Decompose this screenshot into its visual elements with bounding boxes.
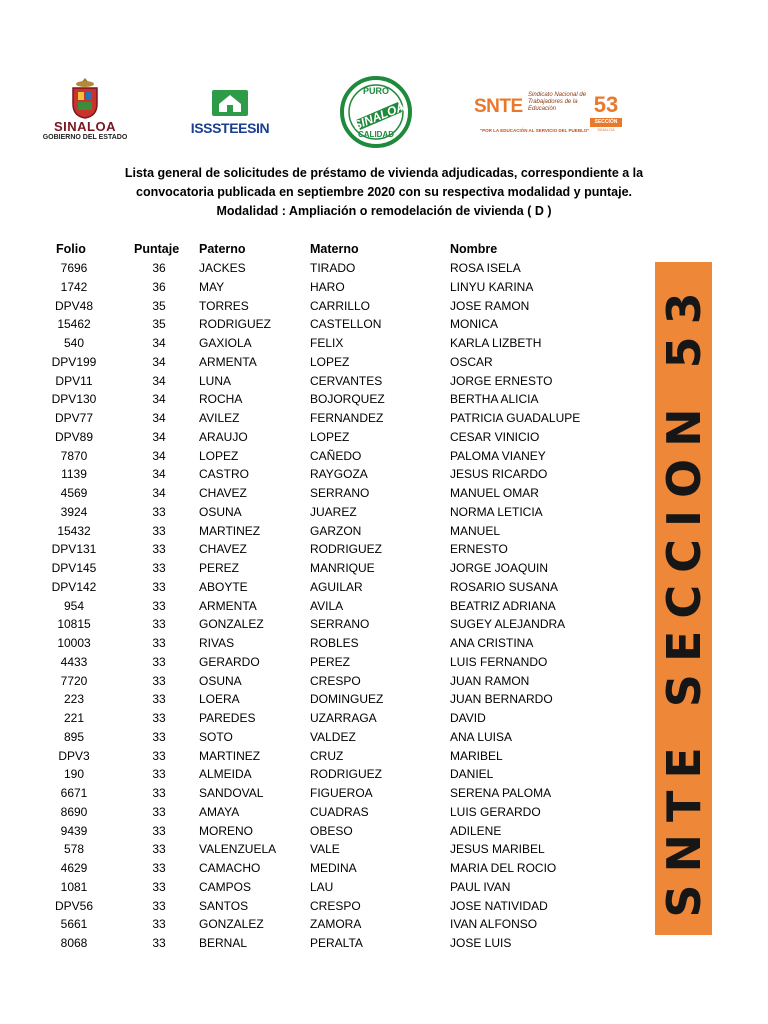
table-row <box>30 934 610 953</box>
cell-materno: LOPEZ <box>310 354 350 369</box>
sinaloa-shield-icon <box>68 76 102 120</box>
cell-materno: SERRANO <box>310 486 370 500</box>
cell-materno: GARZON <box>310 523 362 538</box>
cell-materno: VALE <box>310 842 340 857</box>
cell-puntaje: 33 <box>152 617 166 632</box>
table-row <box>30 690 610 709</box>
puro-logo-bottom: CALIDAD <box>358 130 394 139</box>
snte-section-state: SINALOA <box>597 127 615 132</box>
cell-folio: 5661 <box>60 917 88 932</box>
cell-paterno: GONZALEZ <box>199 917 264 932</box>
cell-folio: 1081 <box>60 879 88 894</box>
cell-folio: 9439 <box>60 823 88 838</box>
cell-folio: 4433 <box>60 654 88 669</box>
cell-puntaje: 33 <box>152 917 166 932</box>
cell-puntaje: 34 <box>152 373 166 388</box>
table-row <box>30 653 610 672</box>
cell-puntaje: 33 <box>152 823 166 838</box>
cell-puntaje: 34 <box>152 467 166 482</box>
table-row <box>30 859 610 878</box>
table-row <box>30 372 610 391</box>
cell-nombre: KARLA LIZBETH <box>450 336 542 350</box>
cell-nombre: IVAN ALFONSO <box>450 917 538 932</box>
issstesin-logo <box>178 84 282 144</box>
cell-nombre: DANIEL <box>450 767 494 782</box>
cell-folio: 15432 <box>57 523 91 538</box>
snte-section-badge <box>590 92 622 138</box>
cell-puntaje: 34 <box>152 336 166 350</box>
table-body <box>30 259 610 953</box>
cell-paterno: RODRIGUEZ <box>199 317 271 332</box>
cell-folio: DPV3 <box>58 748 90 763</box>
table-row <box>30 522 610 541</box>
snte-section-label: SECCIÓN <box>590 118 622 127</box>
puro-sinaloa-seal-icon <box>336 74 416 150</box>
cell-nombre: JUAN BERNARDO <box>450 692 553 707</box>
cell-folio: 8068 <box>60 936 88 950</box>
cell-folio: 1742 <box>60 279 88 294</box>
cell-materno: UZARRAGA <box>310 711 377 725</box>
table-row <box>30 334 610 353</box>
cell-materno: JUAREZ <box>310 504 357 519</box>
cell-materno: LOPEZ <box>310 429 350 444</box>
cell-nombre: CESAR VINICIO <box>450 429 540 444</box>
cell-paterno: LOERA <box>199 692 240 707</box>
cell-nombre: JESUS MARIBEL <box>450 842 545 857</box>
cell-nombre: ERNESTO <box>450 542 508 557</box>
issstesin-house-icon <box>210 88 250 118</box>
cell-nombre: ROSARIO SUSANA <box>450 579 559 594</box>
cell-folio: 7870 <box>60 448 88 463</box>
table-row <box>30 540 610 559</box>
header-nombre: Nombre <box>450 242 498 256</box>
cell-materno: CRESPO <box>310 673 361 688</box>
cell-paterno: RIVAS <box>199 636 235 650</box>
cell-nombre: JOSE RAMON <box>450 298 530 313</box>
cell-folio: 4629 <box>60 861 88 875</box>
cell-puntaje: 33 <box>152 542 166 557</box>
cell-nombre: MONICA <box>450 317 498 332</box>
cell-materno: RODRIGUEZ <box>310 767 382 782</box>
cell-puntaje: 33 <box>152 692 166 707</box>
cell-paterno: SOTO <box>199 729 233 744</box>
cell-nombre: LUIS FERNANDO <box>450 654 548 669</box>
cell-paterno: MARTINEZ <box>199 748 261 763</box>
cell-nombre: JOSE LUIS <box>450 936 512 950</box>
header-puntaje: Puntaje <box>134 242 180 256</box>
table-row <box>30 728 610 747</box>
cell-materno: FERNANDEZ <box>310 411 384 425</box>
snte-logo-subtitle: Sindicato Nacional de Trabajadores de la Educación <box>528 92 587 112</box>
cell-materno: CRUZ <box>310 748 344 763</box>
cell-materno: DOMINGUEZ <box>310 692 384 707</box>
cell-materno: BOJORQUEZ <box>310 392 385 407</box>
cell-materno: MEDINA <box>310 861 357 875</box>
cell-folio: DPV131 <box>51 542 97 557</box>
cell-folio: DPV48 <box>54 298 94 313</box>
cell-paterno: MARTINEZ <box>199 523 261 538</box>
table-row <box>30 784 610 803</box>
table-header <box>30 239 610 259</box>
snte-side-banner <box>655 262 712 935</box>
table-row <box>30 559 610 578</box>
cell-folio: DPV56 <box>54 898 94 913</box>
cell-puntaje: 34 <box>152 354 166 369</box>
cell-paterno: AMAYA <box>199 804 240 819</box>
cell-materno: CUADRAS <box>310 804 369 819</box>
cell-materno: PEREZ <box>310 654 351 669</box>
cell-puntaje: 33 <box>152 898 166 913</box>
cell-paterno: SANTOS <box>199 898 249 913</box>
cell-folio: DPV142 <box>51 579 97 594</box>
cell-paterno: OSUNA <box>199 673 242 688</box>
cell-puntaje: 33 <box>152 504 166 519</box>
title-line-1: Lista general de solicitudes de préstamo de vivienda adjudicadas, correspondiente a la <box>124 166 644 180</box>
cell-folio: 10815 <box>57 617 91 632</box>
cell-materno: CRESPO <box>310 898 361 913</box>
sinaloa-logo-subtitle: GOBIERNO DEL ESTADO <box>42 134 128 141</box>
cell-puntaje: 33 <box>152 598 166 613</box>
snte-section-number: 53 <box>593 92 619 117</box>
cell-puntaje: 33 <box>152 729 166 744</box>
cell-paterno: PAREDES <box>199 711 256 725</box>
cell-puntaje: 33 <box>152 748 166 763</box>
cell-folio: 15462 <box>57 317 91 332</box>
cell-nombre: NORMA LETICIA <box>450 504 543 519</box>
table-row <box>30 503 610 522</box>
cell-folio: DPV130 <box>51 392 97 407</box>
cell-materno: ROBLES <box>310 636 359 650</box>
cell-folio: 8690 <box>60 804 88 819</box>
cell-materno: AVILA <box>310 598 344 613</box>
cell-puntaje: 33 <box>152 579 166 594</box>
cell-puntaje: 33 <box>152 654 166 669</box>
table-row <box>30 634 610 653</box>
adjudication-table <box>30 239 610 953</box>
cell-nombre: ADILENE <box>450 823 502 838</box>
cell-materno: ZAMORA <box>310 917 362 932</box>
cell-folio: 190 <box>63 767 85 782</box>
cell-paterno: TORRES <box>199 298 249 313</box>
cell-folio: 578 <box>63 842 85 857</box>
table-row <box>30 765 610 784</box>
cell-puntaje: 33 <box>152 711 166 725</box>
table-row <box>30 615 610 634</box>
cell-paterno: GERARDO <box>199 654 260 669</box>
cell-puntaje: 33 <box>152 523 166 538</box>
cell-paterno: VALENZUELA <box>199 842 277 857</box>
cell-puntaje: 33 <box>152 842 166 857</box>
cell-nombre: PAUL IVAN <box>450 879 511 894</box>
cell-puntaje: 33 <box>152 561 166 575</box>
cell-paterno: ARMENTA <box>199 354 257 369</box>
cell-paterno: LOPEZ <box>199 448 239 463</box>
cell-puntaje: 33 <box>152 879 166 894</box>
cell-folio: 895 <box>63 729 85 744</box>
cell-paterno: BERNAL <box>199 936 248 950</box>
cell-nombre: PATRICIA GUADALUPE <box>450 411 581 425</box>
cell-materno: FELIX <box>310 336 344 350</box>
table-row <box>30 747 610 766</box>
cell-puntaje: 34 <box>152 448 166 463</box>
cell-nombre: BEATRIZ ADRIANA <box>450 598 556 613</box>
cell-materno: RODRIGUEZ <box>310 542 382 557</box>
cell-folio: 3924 <box>60 504 88 519</box>
cell-nombre: JUAN RAMON <box>450 673 530 688</box>
sinaloa-logo-title: SINALOA <box>54 119 116 134</box>
issstesin-logo-text: ISSSTEESIN <box>190 120 270 136</box>
cell-materno: CERVANTES <box>310 373 383 388</box>
table-row <box>30 484 610 503</box>
cell-puntaje: 34 <box>152 411 166 425</box>
puro-sinaloa-logo <box>336 74 416 150</box>
cell-folio: 1139 <box>61 467 87 482</box>
cell-puntaje: 34 <box>152 486 166 500</box>
cell-nombre: OSCAR <box>450 354 493 369</box>
cell-paterno: CAMPOS <box>199 879 252 894</box>
table-row <box>30 878 610 897</box>
cell-nombre: LUIS GERARDO <box>450 804 541 819</box>
cell-nombre: JORGE ERNESTO <box>450 373 553 388</box>
cell-paterno: CHAVEZ <box>199 486 247 500</box>
cell-materno: HARO <box>310 279 345 294</box>
cell-materno: VALDEZ <box>310 729 356 744</box>
title-line-3: Modalidad : Ampliación o remodelación de vivienda ( D ) <box>216 204 552 218</box>
cell-folio: DPV89 <box>54 429 94 444</box>
cell-paterno: GONZALEZ <box>199 617 264 632</box>
cell-puntaje: 33 <box>152 804 166 819</box>
cell-folio: 7696 <box>60 261 88 275</box>
cell-folio: 223 <box>63 692 85 707</box>
title-line-2: convocatoria publicada en septiembre 2020 con su respectiva modalidad y puntaje. <box>136 185 632 199</box>
cell-paterno: SANDOVAL <box>199 786 264 800</box>
cell-nombre: LINYU KARINA <box>450 279 534 294</box>
cell-paterno: ALMEIDA <box>199 767 252 782</box>
cell-nombre: MANUEL OMAR <box>450 486 539 500</box>
table-row <box>30 672 610 691</box>
table-row <box>30 259 610 278</box>
cell-paterno: ROCHA <box>199 392 243 407</box>
cell-puntaje: 35 <box>152 298 166 313</box>
cell-puntaje: 33 <box>152 936 166 950</box>
table-row <box>30 897 610 916</box>
cell-puntaje: 36 <box>152 261 166 275</box>
cell-paterno: ARMENTA <box>199 598 257 613</box>
cell-paterno: AVILEZ <box>199 411 240 425</box>
cell-nombre: DAVID <box>450 711 486 725</box>
table-row <box>30 390 610 409</box>
table-row <box>30 315 610 334</box>
document-title <box>100 164 668 221</box>
cell-paterno: PEREZ <box>199 561 240 575</box>
cell-puntaje: 33 <box>152 861 166 875</box>
cell-materno: LAU <box>310 879 334 894</box>
cell-nombre: SERENA PALOMA <box>450 786 552 800</box>
cell-folio: DPV11 <box>55 373 93 388</box>
cell-nombre: MARIBEL <box>450 748 503 763</box>
table-row <box>30 409 610 428</box>
cell-materno: PERALTA <box>310 936 363 950</box>
cell-materno: RAYGOZA <box>310 467 368 482</box>
cell-nombre: ROSA ISELA <box>450 261 521 275</box>
cell-puntaje: 36 <box>152 279 166 294</box>
cell-folio: 6671 <box>60 786 88 800</box>
table-row <box>30 822 610 841</box>
cell-folio: DPV77 <box>54 411 94 425</box>
table-row <box>30 803 610 822</box>
cell-paterno: CAMACHO <box>199 861 261 875</box>
cell-paterno: ABOYTE <box>199 579 248 594</box>
cell-puntaje: 33 <box>152 767 166 782</box>
table-row <box>30 578 610 597</box>
cell-nombre: SUGEY ALEJANDRA <box>450 617 566 632</box>
table-row <box>30 428 610 447</box>
cell-folio: 540 <box>63 336 85 350</box>
cell-nombre: JESUS RICARDO <box>450 467 548 482</box>
cell-materno: OBESO <box>310 823 353 838</box>
cell-paterno: GAXIOLA <box>199 336 252 350</box>
cell-materno: SERRANO <box>310 617 370 632</box>
cell-nombre: PALOMA VIANEY <box>450 448 546 463</box>
cell-folio: 221 <box>63 711 85 725</box>
cell-paterno: CHAVEZ <box>199 542 247 557</box>
cell-materno: CASTELLON <box>310 317 382 332</box>
table-row <box>30 447 610 466</box>
cell-paterno: CASTRO <box>199 467 250 482</box>
cell-materno: CAÑEDO <box>310 448 362 463</box>
header-folio: Folio <box>56 242 86 256</box>
banner-text: SNTE SECCION 53 <box>656 279 711 918</box>
snte-logo-slogan: "POR LA EDUCACIÓN AL SERVICIO DEL PUEBLO" <box>480 128 590 133</box>
cell-paterno: ARAUJO <box>199 429 248 444</box>
cell-nombre: MARIA DEL ROCIO <box>450 861 557 875</box>
cell-nombre: JORGE JOAQUIN <box>450 561 549 575</box>
table-row <box>30 465 610 484</box>
cell-nombre: ANA LUISA <box>450 729 513 744</box>
cell-nombre: JOSE NATIVIDAD <box>450 898 548 913</box>
cell-puntaje: 34 <box>152 429 166 444</box>
puro-logo-middle: SINALOA <box>351 99 407 133</box>
cell-puntaje: 33 <box>152 673 166 688</box>
cell-puntaje: 33 <box>152 786 166 800</box>
table-row <box>30 840 610 859</box>
table-row <box>30 915 610 934</box>
snte-logo <box>474 90 626 146</box>
table-row <box>30 709 610 728</box>
snte-logo-word: SNTE <box>474 96 523 117</box>
cell-folio: DPV145 <box>51 561 97 575</box>
cell-paterno: MORENO <box>199 823 253 838</box>
cell-materno: AGUILAR <box>310 579 363 594</box>
cell-nombre: ANA CRISTINA <box>450 636 534 650</box>
header-materno: Materno <box>310 242 359 256</box>
cell-folio: DPV199 <box>51 354 97 369</box>
cell-folio: 4569 <box>60 486 88 500</box>
cell-puntaje: 34 <box>152 392 166 407</box>
table-row <box>30 353 610 372</box>
table-row <box>30 297 610 316</box>
cell-paterno: JACKES <box>199 261 246 275</box>
cell-folio: 10003 <box>57 636 91 650</box>
cell-puntaje: 33 <box>152 636 166 650</box>
cell-materno: TIRADO <box>310 261 356 275</box>
cell-nombre: BERTHA ALICIA <box>450 392 539 407</box>
sinaloa-government-logo <box>30 74 140 148</box>
cell-materno: MANRIQUE <box>310 561 375 575</box>
puro-logo-top: PURO <box>362 86 390 96</box>
cell-nombre: MANUEL <box>450 523 501 538</box>
cell-paterno: MAY <box>199 279 225 294</box>
cell-materno: CARRILLO <box>310 298 371 313</box>
cell-paterno: LUNA <box>199 373 232 388</box>
cell-paterno: OSUNA <box>199 504 242 519</box>
cell-materno: FIGUEROA <box>310 786 373 800</box>
table-row <box>30 278 610 297</box>
cell-folio: 7720 <box>60 673 88 688</box>
table-row <box>30 597 610 616</box>
cell-folio: 954 <box>63 598 85 613</box>
header-paterno: Paterno <box>199 242 246 256</box>
cell-puntaje: 35 <box>152 317 166 332</box>
